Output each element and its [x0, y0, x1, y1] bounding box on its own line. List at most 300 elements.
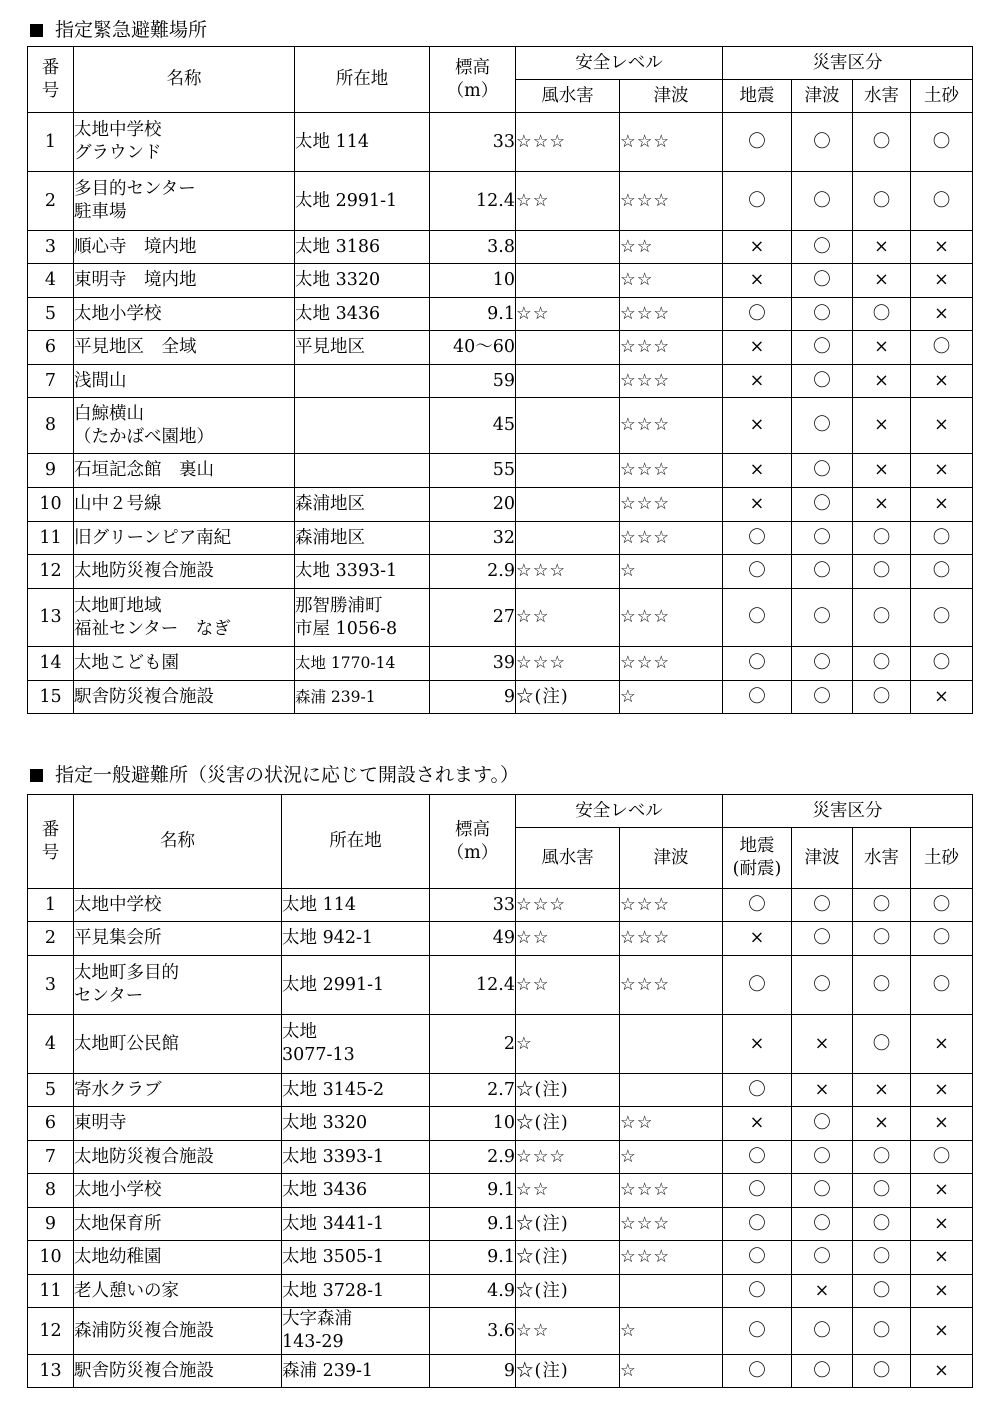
tsunami-level: ☆☆	[620, 1107, 723, 1141]
flood-mark: 〇	[853, 1355, 911, 1388]
header-earthquake: 地震	[723, 80, 792, 113]
facility-location: 太地 3320	[295, 264, 430, 298]
facility-name: 太地保育所	[74, 1208, 282, 1241]
table-row	[28, 1241, 973, 1275]
earthquake-mark: 〇	[723, 113, 792, 172]
tsunami-mark: 〇	[792, 1174, 853, 1208]
altitude-value: 12.4	[430, 956, 516, 1015]
facility-location: 太地 1770-14	[295, 647, 430, 681]
tsunami-level: ☆☆☆	[620, 365, 723, 398]
tsunami-mark: 〇	[792, 1308, 853, 1355]
header-landslide: 土砂	[911, 80, 973, 113]
landslide-mark: 〇	[911, 647, 973, 681]
tsunami-mark: 〇	[792, 331, 853, 365]
wind-flood-level: ☆(注)	[516, 1208, 620, 1241]
landslide-mark: ×	[911, 681, 973, 714]
landslide-mark: ×	[911, 454, 973, 488]
table-row	[28, 398, 973, 454]
earthquake-mark: 〇	[723, 647, 792, 681]
tsunami-mark: 〇	[792, 365, 853, 398]
table-row	[28, 647, 973, 681]
tsunami-level: ☆☆☆	[620, 589, 723, 647]
facility-location	[295, 454, 430, 488]
flood-mark: 〇	[853, 172, 911, 231]
header-tsunami-level: 津波	[620, 80, 723, 113]
row-number: 13	[28, 589, 74, 647]
earthquake-mark: 〇	[723, 172, 792, 231]
earthquake-mark: 〇	[723, 1275, 792, 1308]
facility-location: 太地 3441-1	[282, 1208, 430, 1241]
landslide-mark: ×	[911, 365, 973, 398]
landslide-mark: 〇	[911, 1141, 973, 1174]
row-number: 8	[28, 398, 74, 454]
altitude-value: 49	[430, 922, 516, 956]
earthquake-mark: 〇	[723, 555, 792, 589]
header-no: 番 号	[28, 47, 74, 113]
wind-flood-level: ☆☆☆	[516, 889, 620, 922]
table-row	[28, 1208, 973, 1241]
facility-name: 石垣記念館 裏山	[74, 454, 295, 488]
facility-name: 平見集会所	[74, 922, 282, 956]
row-number: 6	[28, 1107, 74, 1141]
wind-flood-level: ☆	[516, 1015, 620, 1074]
earthquake-mark: 〇	[723, 1174, 792, 1208]
altitude-value: 33	[430, 113, 516, 172]
wind-flood-level: ☆☆	[516, 298, 620, 331]
wind-flood-level: ☆(注)	[516, 1074, 620, 1107]
earthquake-mark: ×	[723, 1107, 792, 1141]
table-row	[28, 1074, 973, 1107]
tsunami-mark: 〇	[792, 454, 853, 488]
earthquake-mark: 〇	[723, 1241, 792, 1275]
landslide-mark: 〇	[911, 113, 973, 172]
altitude-value: 9.1	[430, 298, 516, 331]
earthquake-mark: 〇	[723, 298, 792, 331]
header-landslide: 土砂	[911, 828, 973, 889]
header-disaster-type: 災害区分	[723, 795, 973, 828]
tsunami-level	[620, 1015, 723, 1074]
landslide-mark: ×	[911, 298, 973, 331]
landslide-mark: 〇	[911, 555, 973, 589]
landslide-mark: ×	[911, 398, 973, 454]
table-row	[28, 331, 973, 365]
facility-location: 太地 2991-1	[295, 172, 430, 231]
facility-name: 森浦防災複合施設	[74, 1308, 282, 1355]
flood-mark: ×	[853, 398, 911, 454]
facility-name: 太地中学校	[74, 889, 282, 922]
earthquake-mark: 〇	[723, 681, 792, 714]
header-wind-flood: 風水害	[516, 80, 620, 113]
tsunami-mark: ×	[792, 1275, 853, 1308]
table-row	[28, 264, 973, 298]
altitude-value: 9.1	[430, 1241, 516, 1275]
wind-flood-level	[516, 398, 620, 454]
facility-name: 山中２号線	[74, 488, 295, 522]
altitude-value: 12.4	[430, 172, 516, 231]
earthquake-mark: 〇	[723, 1074, 792, 1107]
wind-flood-level: ☆(注)	[516, 1355, 620, 1388]
tsunami-mark: 〇	[792, 922, 853, 956]
facility-name: 老人憩いの家	[74, 1275, 282, 1308]
facility-name: 寄水クラブ	[74, 1074, 282, 1107]
table-row	[28, 956, 973, 1015]
section-title-general: 指定一般避難所（災害の状況に応じて開設されます。）	[30, 762, 519, 788]
row-number: 4	[28, 1015, 74, 1074]
flood-mark: 〇	[853, 113, 911, 172]
tsunami-mark: 〇	[792, 1141, 853, 1174]
facility-location: 太地 3320	[282, 1107, 430, 1141]
tsunami-level: ☆☆☆	[620, 922, 723, 956]
facility-name: 太地小学校	[74, 1174, 282, 1208]
facility-location: 森浦 239-1	[282, 1355, 430, 1388]
altitude-value: 2.9	[430, 1141, 516, 1174]
earthquake-mark: ×	[723, 454, 792, 488]
wind-flood-level	[516, 231, 620, 264]
tsunami-level: ☆☆☆	[620, 1241, 723, 1275]
row-number: 1	[28, 113, 74, 172]
row-number: 7	[28, 1141, 74, 1174]
tsunami-level: ☆	[620, 1355, 723, 1388]
table-row	[28, 1015, 973, 1074]
facility-location: 那智勝浦町 市屋 1056-8	[295, 589, 430, 647]
table-row	[28, 113, 973, 172]
facility-name: 多目的センター 駐車場	[74, 172, 295, 231]
facility-location: 太地 3436	[295, 298, 430, 331]
facility-name: 太地町地域 福祉センター なぎ	[74, 589, 295, 647]
tsunami-level: ☆☆☆	[620, 522, 723, 555]
flood-mark: ×	[853, 488, 911, 522]
header-tsunami: 津波	[792, 828, 853, 889]
facility-location: 太地 2991-1	[282, 956, 430, 1015]
tsunami-mark: 〇	[792, 488, 853, 522]
landslide-mark: ×	[911, 1208, 973, 1241]
tsunami-level: ☆	[620, 555, 723, 589]
facility-location: 太地 3728-1	[282, 1275, 430, 1308]
facility-name: 太地防災複合施設	[74, 555, 295, 589]
tsunami-level: ☆☆☆	[620, 398, 723, 454]
tsunami-mark: 〇	[792, 398, 853, 454]
facility-location: 森浦 239-1	[295, 681, 430, 714]
flood-mark: ×	[853, 231, 911, 264]
tsunami-mark: 〇	[792, 1208, 853, 1241]
wind-flood-level: ☆☆	[516, 956, 620, 1015]
facility-location: 森浦地区	[295, 488, 430, 522]
tsunami-level	[620, 1275, 723, 1308]
flood-mark: 〇	[853, 298, 911, 331]
wind-flood-level	[516, 264, 620, 298]
tsunami-mark: 〇	[792, 681, 853, 714]
facility-name: 浅間山	[74, 365, 295, 398]
facility-name: 太地中学校 グラウンド	[74, 113, 295, 172]
flood-mark: 〇	[853, 1174, 911, 1208]
landslide-mark: 〇	[911, 589, 973, 647]
flood-mark: ×	[853, 1107, 911, 1141]
tsunami-level: ☆☆☆	[620, 488, 723, 522]
general-shelter-table	[27, 794, 973, 1388]
table-row	[28, 231, 973, 264]
row-number: 12	[28, 555, 74, 589]
row-number: 3	[28, 956, 74, 1015]
tsunami-mark: 〇	[792, 522, 853, 555]
earthquake-mark: ×	[723, 922, 792, 956]
landslide-mark: ×	[911, 1074, 973, 1107]
altitude-value: 2.7	[430, 1074, 516, 1107]
row-number: 9	[28, 454, 74, 488]
tsunami-mark: ×	[792, 1015, 853, 1074]
facility-name: 白鯨横山 （たかばべ園地）	[74, 398, 295, 454]
header-altitude: 標高 （m）	[430, 795, 516, 889]
earthquake-mark: 〇	[723, 1208, 792, 1241]
tsunami-mark: 〇	[792, 231, 853, 264]
earthquake-mark: 〇	[723, 889, 792, 922]
facility-name: 太地町公民館	[74, 1015, 282, 1074]
tsunami-level: ☆☆	[620, 231, 723, 264]
flood-mark: ×	[853, 1074, 911, 1107]
row-number: 4	[28, 264, 74, 298]
header-name: 名称	[74, 47, 295, 113]
table-row	[28, 1107, 973, 1141]
earthquake-mark: ×	[723, 231, 792, 264]
flood-mark: 〇	[853, 956, 911, 1015]
earthquake-mark: ×	[723, 1015, 792, 1074]
tsunami-level: ☆	[620, 681, 723, 714]
flood-mark: ×	[853, 454, 911, 488]
tsunami-mark: 〇	[792, 264, 853, 298]
altitude-value: 59	[430, 365, 516, 398]
altitude-value: 27	[430, 589, 516, 647]
header-tsunami: 津波	[792, 80, 853, 113]
tsunami-mark: 〇	[792, 113, 853, 172]
table-row	[28, 522, 973, 555]
table-row	[28, 1275, 973, 1308]
landslide-mark: 〇	[911, 331, 973, 365]
section-title-emergency: 指定緊急避難場所	[30, 17, 207, 43]
earthquake-mark: 〇	[723, 1308, 792, 1355]
facility-name: 東明寺	[74, 1107, 282, 1141]
landslide-mark: ×	[911, 488, 973, 522]
facility-location: 太地 114	[295, 113, 430, 172]
facility-location: 太地 3077-13	[282, 1015, 430, 1074]
row-number: 10	[28, 488, 74, 522]
altitude-value: 32	[430, 522, 516, 555]
altitude-value: 4.9	[430, 1275, 516, 1308]
earthquake-mark: 〇	[723, 522, 792, 555]
earthquake-mark: ×	[723, 365, 792, 398]
row-number: 5	[28, 298, 74, 331]
earthquake-mark: 〇	[723, 589, 792, 647]
header-flood: 水害	[853, 828, 911, 889]
flood-mark: 〇	[853, 1015, 911, 1074]
tsunami-level: ☆☆☆	[620, 454, 723, 488]
square-bullet-icon	[30, 24, 43, 37]
table-row	[28, 1174, 973, 1208]
header-safety-level: 安全レベル	[516, 795, 723, 828]
row-number: 7	[28, 365, 74, 398]
altitude-value: 40～60	[430, 331, 516, 365]
facility-location: 太地 3186	[295, 231, 430, 264]
table-row	[28, 589, 973, 647]
wind-flood-level: ☆☆	[516, 589, 620, 647]
table-row	[28, 454, 973, 488]
facility-location: 太地 3505-1	[282, 1241, 430, 1275]
facility-name: 平見地区 全域	[74, 331, 295, 365]
table-row	[28, 681, 973, 714]
facility-location: 太地 3393-1	[295, 555, 430, 589]
facility-location: 太地 114	[282, 889, 430, 922]
facility-name: 太地幼稚園	[74, 1241, 282, 1275]
facility-name: 太地小学校	[74, 298, 295, 331]
tsunami-level: ☆☆☆	[620, 331, 723, 365]
earthquake-mark: 〇	[723, 956, 792, 1015]
flood-mark: 〇	[853, 681, 911, 714]
flood-mark: 〇	[853, 1308, 911, 1355]
altitude-value: 9.1	[430, 1208, 516, 1241]
row-number: 1	[28, 889, 74, 922]
altitude-value: 3.6	[430, 1308, 516, 1355]
tsunami-mark: 〇	[792, 889, 853, 922]
wind-flood-level: ☆(注)	[516, 1241, 620, 1275]
facility-name: 旧グリーンピア南紀	[74, 522, 295, 555]
facility-name: 東明寺 境内地	[74, 264, 295, 298]
tsunami-mark: 〇	[792, 1355, 853, 1388]
flood-mark: 〇	[853, 1241, 911, 1275]
emergency-evacuation-table	[27, 46, 973, 714]
row-number: 2	[28, 172, 74, 231]
header-location: 所在地	[282, 795, 430, 889]
tsunami-level: ☆	[620, 1308, 723, 1355]
altitude-value: 9	[430, 681, 516, 714]
square-bullet-icon	[30, 769, 43, 782]
facility-name: 駅舎防災複合施設	[74, 1355, 282, 1388]
facility-location: 太地 3145-2	[282, 1074, 430, 1107]
flood-mark: 〇	[853, 522, 911, 555]
header-name: 名称	[74, 795, 282, 889]
header-location: 所在地	[295, 47, 430, 113]
header-safety-level: 安全レベル	[516, 47, 723, 80]
landslide-mark: ×	[911, 231, 973, 264]
earthquake-mark: 〇	[723, 1355, 792, 1388]
table-row	[28, 172, 973, 231]
flood-mark: ×	[853, 365, 911, 398]
header-earthquake-resistance: 地震 (耐震)	[723, 828, 792, 889]
facility-name: 太地防災複合施設	[74, 1141, 282, 1174]
table-row	[28, 1355, 973, 1388]
landslide-mark: 〇	[911, 922, 973, 956]
wind-flood-level	[516, 488, 620, 522]
tsunami-level: ☆☆☆	[620, 1208, 723, 1241]
flood-mark: ×	[853, 264, 911, 298]
wind-flood-level: ☆☆☆	[516, 647, 620, 681]
earthquake-mark: ×	[723, 331, 792, 365]
header-flood: 水害	[853, 80, 911, 113]
table-row	[28, 365, 973, 398]
altitude-value: 39	[430, 647, 516, 681]
tsunami-level: ☆☆☆	[620, 647, 723, 681]
facility-location: 太地 3436	[282, 1174, 430, 1208]
earthquake-mark: ×	[723, 398, 792, 454]
facility-location: 大字森浦 143-29	[282, 1308, 430, 1355]
tsunami-mark: 〇	[792, 956, 853, 1015]
earthquake-mark: 〇	[723, 1141, 792, 1174]
facility-location: 太地 942-1	[282, 922, 430, 956]
header-no: 番 号	[28, 795, 74, 889]
tsunami-level	[620, 1074, 723, 1107]
wind-flood-level: ☆☆	[516, 172, 620, 231]
landslide-mark: 〇	[911, 172, 973, 231]
header-altitude: 標高 （m）	[430, 47, 516, 113]
wind-flood-level	[516, 522, 620, 555]
row-number: 5	[28, 1074, 74, 1107]
altitude-value: 3.8	[430, 231, 516, 264]
tsunami-level: ☆☆☆	[620, 298, 723, 331]
flood-mark: 〇	[853, 922, 911, 956]
landslide-mark: ×	[911, 1174, 973, 1208]
table-row	[28, 922, 973, 956]
altitude-value: 9	[430, 1355, 516, 1388]
header-wind-flood: 風水害	[516, 828, 620, 889]
facility-location: 森浦地区	[295, 522, 430, 555]
tsunami-level: ☆☆	[620, 264, 723, 298]
earthquake-mark: ×	[723, 264, 792, 298]
flood-mark: 〇	[853, 1275, 911, 1308]
tsunami-mark: 〇	[792, 172, 853, 231]
landslide-mark: ×	[911, 1275, 973, 1308]
tsunami-level: ☆☆☆	[620, 889, 723, 922]
flood-mark: 〇	[853, 889, 911, 922]
tsunami-mark: 〇	[792, 298, 853, 331]
wind-flood-level	[516, 365, 620, 398]
tsunami-level: ☆☆☆	[620, 172, 723, 231]
table-row	[28, 298, 973, 331]
row-number: 10	[28, 1241, 74, 1275]
header-disaster-type: 災害区分	[723, 47, 973, 80]
landslide-mark: ×	[911, 1015, 973, 1074]
facility-location	[295, 398, 430, 454]
row-number: 12	[28, 1308, 74, 1355]
wind-flood-level: ☆☆	[516, 1308, 620, 1355]
tsunami-mark: ×	[792, 1074, 853, 1107]
row-number: 11	[28, 1275, 74, 1308]
flood-mark: 〇	[853, 647, 911, 681]
flood-mark: 〇	[853, 1208, 911, 1241]
tsunami-mark: 〇	[792, 1107, 853, 1141]
facility-location	[295, 365, 430, 398]
wind-flood-level: ☆(注)	[516, 681, 620, 714]
row-number: 14	[28, 647, 74, 681]
wind-flood-level	[516, 331, 620, 365]
altitude-value: 10	[430, 264, 516, 298]
facility-name: 駅舎防災複合施設	[74, 681, 295, 714]
facility-name: 太地こども園	[74, 647, 295, 681]
wind-flood-level: ☆(注)	[516, 1107, 620, 1141]
landslide-mark: ×	[911, 264, 973, 298]
facility-location: 平見地区	[295, 331, 430, 365]
wind-flood-level: ☆☆☆	[516, 555, 620, 589]
flood-mark: ×	[853, 331, 911, 365]
flood-mark: 〇	[853, 1141, 911, 1174]
table-row	[28, 889, 973, 922]
row-number: 8	[28, 1174, 74, 1208]
tsunami-mark: 〇	[792, 647, 853, 681]
wind-flood-level: ☆(注)	[516, 1275, 620, 1308]
tsunami-level: ☆☆☆	[620, 1174, 723, 1208]
tsunami-mark: 〇	[792, 555, 853, 589]
row-number: 2	[28, 922, 74, 956]
landslide-mark: 〇	[911, 889, 973, 922]
altitude-value: 20	[430, 488, 516, 522]
facility-name: 順心寺 境内地	[74, 231, 295, 264]
row-number: 11	[28, 522, 74, 555]
